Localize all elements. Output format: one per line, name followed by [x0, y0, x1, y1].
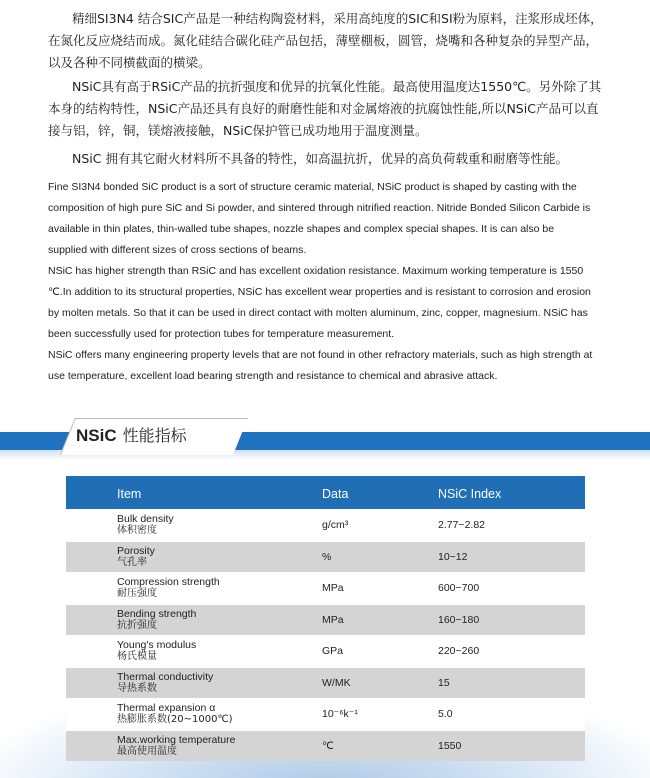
- row-unit: GPa: [322, 645, 344, 658]
- table-row: [66, 635, 585, 667]
- section-heading-cn: 性能指标: [122, 426, 187, 445]
- row-unit: g/cm³: [322, 519, 349, 532]
- table-row: [66, 509, 585, 541]
- table-row: [66, 572, 585, 604]
- row-item-cn: 导热系数: [117, 682, 157, 694]
- row-value: 10~12: [438, 550, 468, 563]
- intro-en-paragraph-3: NSiC offers many engineering property levels that are not found in other refractory materials, such as high strength at use temperature, excellent load bearing strength and resistance to chemical and abrasive attack.: [48, 349, 593, 382]
- row-unit: %: [322, 550, 332, 563]
- row-value: 600~700: [438, 582, 480, 595]
- row-item-en: Porosity: [117, 544, 155, 557]
- intro-en-paragraph-2: NSiC has higher strength than RSiC and has excellent oxidation resistance. Maximum working temperature is 1550 ℃.In addition to its structural properties, NSiC has excellent wear properties and is resistant to corrosion and erosion by molten metals. So that it can be used in direct contact with molten aluminum, zinc, copper, magnesium. NSiC has been successfully used for protection tubes for temperature measurement.: [48, 265, 591, 340]
- row-item-en: Bulk density: [117, 513, 174, 526]
- row-value: 160~180: [438, 613, 480, 626]
- row-item-en: Bending strength: [117, 607, 197, 620]
- table-header-item: Item: [117, 487, 142, 501]
- row-item-cn: 抗折强度: [117, 619, 157, 631]
- properties-table: [66, 476, 585, 761]
- table-row: [66, 667, 585, 699]
- intro-cn-paragraph-3: NSiC 拥有其它耐火材料所不具备的特性，如高温抗折，优异的高负荷载重和耐磨等性能。: [72, 151, 568, 166]
- row-item-en: Thermal conductivity: [117, 670, 214, 683]
- section-heading-en: NSiC: [76, 426, 117, 445]
- row-item-cn: 耐压强度: [117, 588, 157, 600]
- table-header-row: [66, 476, 585, 509]
- table-row: [66, 730, 585, 762]
- table-header-data: Data: [322, 487, 349, 501]
- row-value: 5.0: [438, 708, 453, 721]
- row-value: 220~260: [438, 645, 480, 658]
- section-heading: [76, 424, 187, 448]
- table-header-index: NSiC Index: [438, 487, 502, 501]
- row-item-cn: 杨氏模量: [117, 651, 157, 663]
- row-unit: MPa: [322, 613, 344, 626]
- row-item-cn: 气孔率: [117, 556, 147, 568]
- row-unit: 10⁻⁶k⁻¹: [322, 708, 358, 721]
- row-item-en: Young's modulus: [117, 639, 197, 652]
- row-unit: ℃: [322, 739, 334, 752]
- row-item-cn: 体积密度: [117, 525, 157, 537]
- table-row: [66, 604, 585, 636]
- table-row: [66, 698, 585, 730]
- table-row: [66, 541, 585, 573]
- row-value: 15: [438, 676, 450, 689]
- intro-en-paragraph-1: Fine SI3N4 bonded SiC product is a sort of structure ceramic material, NSiC product is shaped by casting with the composition of high pure SiC and Si powder, and sintered through nitrified reaction. Nitride Bonded Silicon Carbide is available in thin plates, thin-walled tube shapes, nozzle shapes and complex special shapes. It is can also be supplied with different sizes of cross sections of beams.: [48, 181, 591, 256]
- row-value: 2.77~2.82: [438, 519, 486, 532]
- row-unit: W/MK: [322, 676, 351, 689]
- row-unit: MPa: [322, 582, 344, 595]
- row-item-en: Thermal expansion α: [117, 702, 216, 715]
- intro-cn-paragraph-1: 精细SI3N4 结合SIC产品是一种结构陶瓷材料，采用高纯度的SIC和SI粉为原料，注浆形成坯体，在氮化反应烧结而成。氮化硅结合碳化硅产品包括，薄壁棚板，圆管，烧嘴和各种复杂的异型产品，以及各种不同横截面的横梁。: [48, 11, 603, 70]
- row-item-cn: 热膨胀系数(20~1000℃): [117, 714, 233, 726]
- row-item-en: Compression strength: [117, 576, 220, 589]
- intro-cn-paragraph-2: NSiC具有高于RSiC产品的抗折强度和优异的抗氧化性能。最高使用温度达1550℃。另外除了其本身的结构特性，NSiC产品还具有良好的耐磨性能和对金属熔液的抗腐蚀性能,所以NSiC产品可以直接与铝，锌，铜，镁熔液接触，NSiC保护管已成功地用于温度测量。: [48, 79, 602, 138]
- row-item-cn: 最高使用温度: [117, 745, 177, 757]
- row-item-en: Max.working temperature: [117, 733, 236, 746]
- row-value: 1550: [438, 739, 462, 752]
